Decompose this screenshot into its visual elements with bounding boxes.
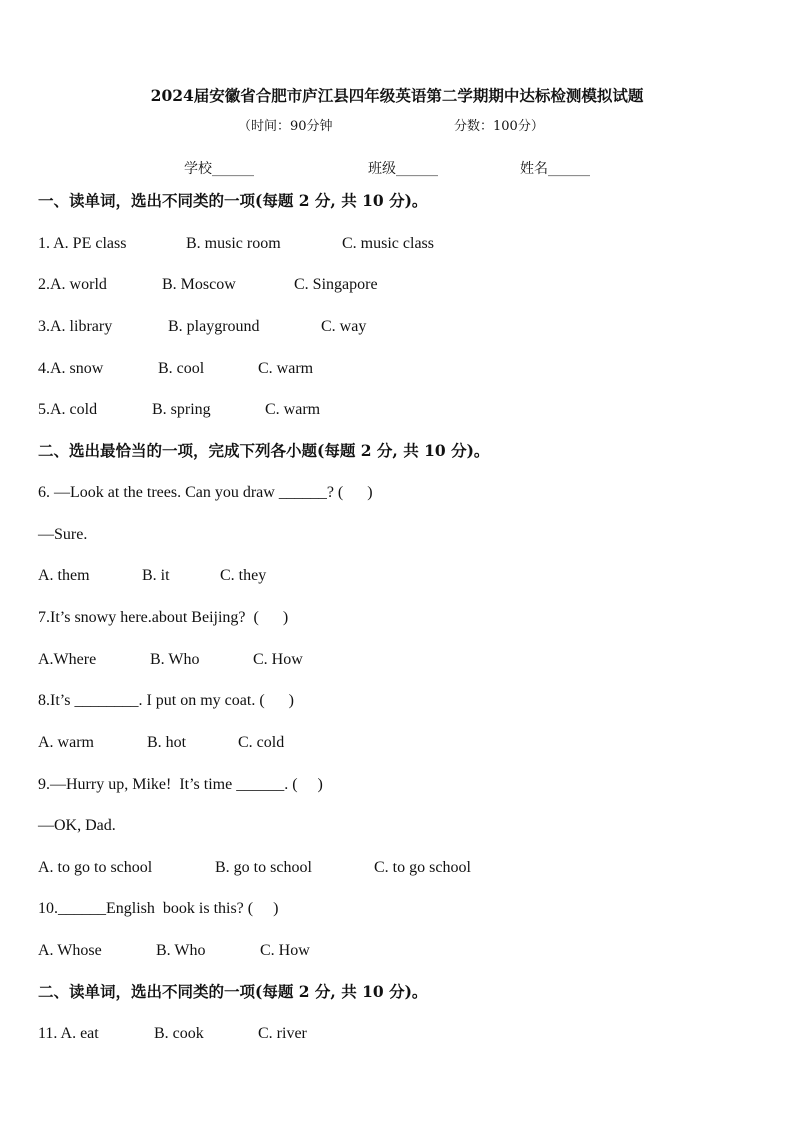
q8-option-b: B. hot [147, 734, 187, 751]
question-9-reply: —OK, Dad. [38, 817, 116, 834]
q7-option-c: C. How [253, 651, 303, 668]
q9-option-a: A. to go to school [38, 859, 153, 876]
question-6-stem: 6. —Look at the trees. Can you draw ______? ( ) [38, 484, 373, 501]
q11-option-c: C. river [258, 1025, 307, 1042]
q10-option-b: B. Who [156, 942, 206, 959]
q11-option-b: B. cook [154, 1025, 204, 1042]
q10-option-a: A. Whose [38, 942, 102, 959]
q5-option-b: B. spring [152, 401, 211, 418]
q9-option-c: C. to go school [374, 859, 471, 876]
question-6-reply: —Sure. [38, 526, 88, 543]
q2-option-b: B. Moscow [162, 276, 236, 293]
q3-option-c: C. way [321, 318, 367, 335]
q3-option-b: B. playground [168, 318, 260, 335]
q4-option-c: C. warm [258, 360, 314, 377]
school-field: 学校______ [184, 161, 254, 177]
q10-option-c: C. How [260, 942, 310, 959]
q1-option-a: 1. A. PE class [38, 235, 127, 252]
q9-option-b: B. go to school [215, 859, 312, 876]
section-heading-1: 一、读单词，选出不同类的一项(每题 2 分, 共 10 分)。 [38, 191, 428, 210]
q7-option-a: A.Where [38, 651, 97, 668]
question-9-stem: 9.—Hurry up, Mike! It’s time ______. ( ) [38, 776, 323, 793]
q6-option-c: C. they [220, 567, 267, 584]
class-field: 班级______ [368, 161, 438, 177]
q5-option-a: 5.A. cold [38, 401, 98, 418]
q8-option-c: C. cold [238, 734, 285, 751]
q4-option-b: B. cool [158, 360, 205, 377]
question-10-stem: 10.______English book is this? ( ) [38, 900, 279, 917]
q1-option-b: B. music room [186, 235, 281, 252]
exam-score: 分数：100分） [454, 119, 544, 134]
exam-title: 2024届安徽省合肥市庐江县四年级英语第二学期期中达标检测模拟试题 [150, 86, 644, 105]
section-heading-3: 二、读单词，选出不同类的一项(每题 2 分, 共 10 分)。 [38, 982, 428, 1001]
question-8-stem: 8.It’s ________. I put on my coat. ( ) [38, 692, 294, 709]
q6-option-b: B. it [142, 567, 170, 584]
q1-option-c: C. music class [342, 235, 434, 252]
q2-option-c: C. Singapore [294, 276, 378, 293]
q3-option-a: 3.A. library [38, 318, 113, 335]
question-7-stem: 7.It’s snowy here.about Beijing? ( ) [38, 609, 289, 626]
q6-option-a: A. them [38, 567, 90, 584]
q11-option-a: 11. A. eat [38, 1025, 99, 1042]
q4-option-a: 4.A. snow [38, 360, 104, 377]
question-11 [38, 1025, 307, 1106]
name-field: 姓名______ [520, 161, 590, 177]
exam-time: （时间：90分钟 [238, 119, 333, 134]
q2-option-a: 2.A. world [38, 276, 107, 293]
q5-option-c: C. warm [265, 401, 321, 418]
q7-option-b: B. Who [150, 651, 200, 668]
section-heading-2: 二、选出最恰当的一项，完成下列各小题(每题 2 分, 共 10 分)。 [38, 441, 490, 460]
q8-option-a: A. warm [38, 734, 94, 751]
